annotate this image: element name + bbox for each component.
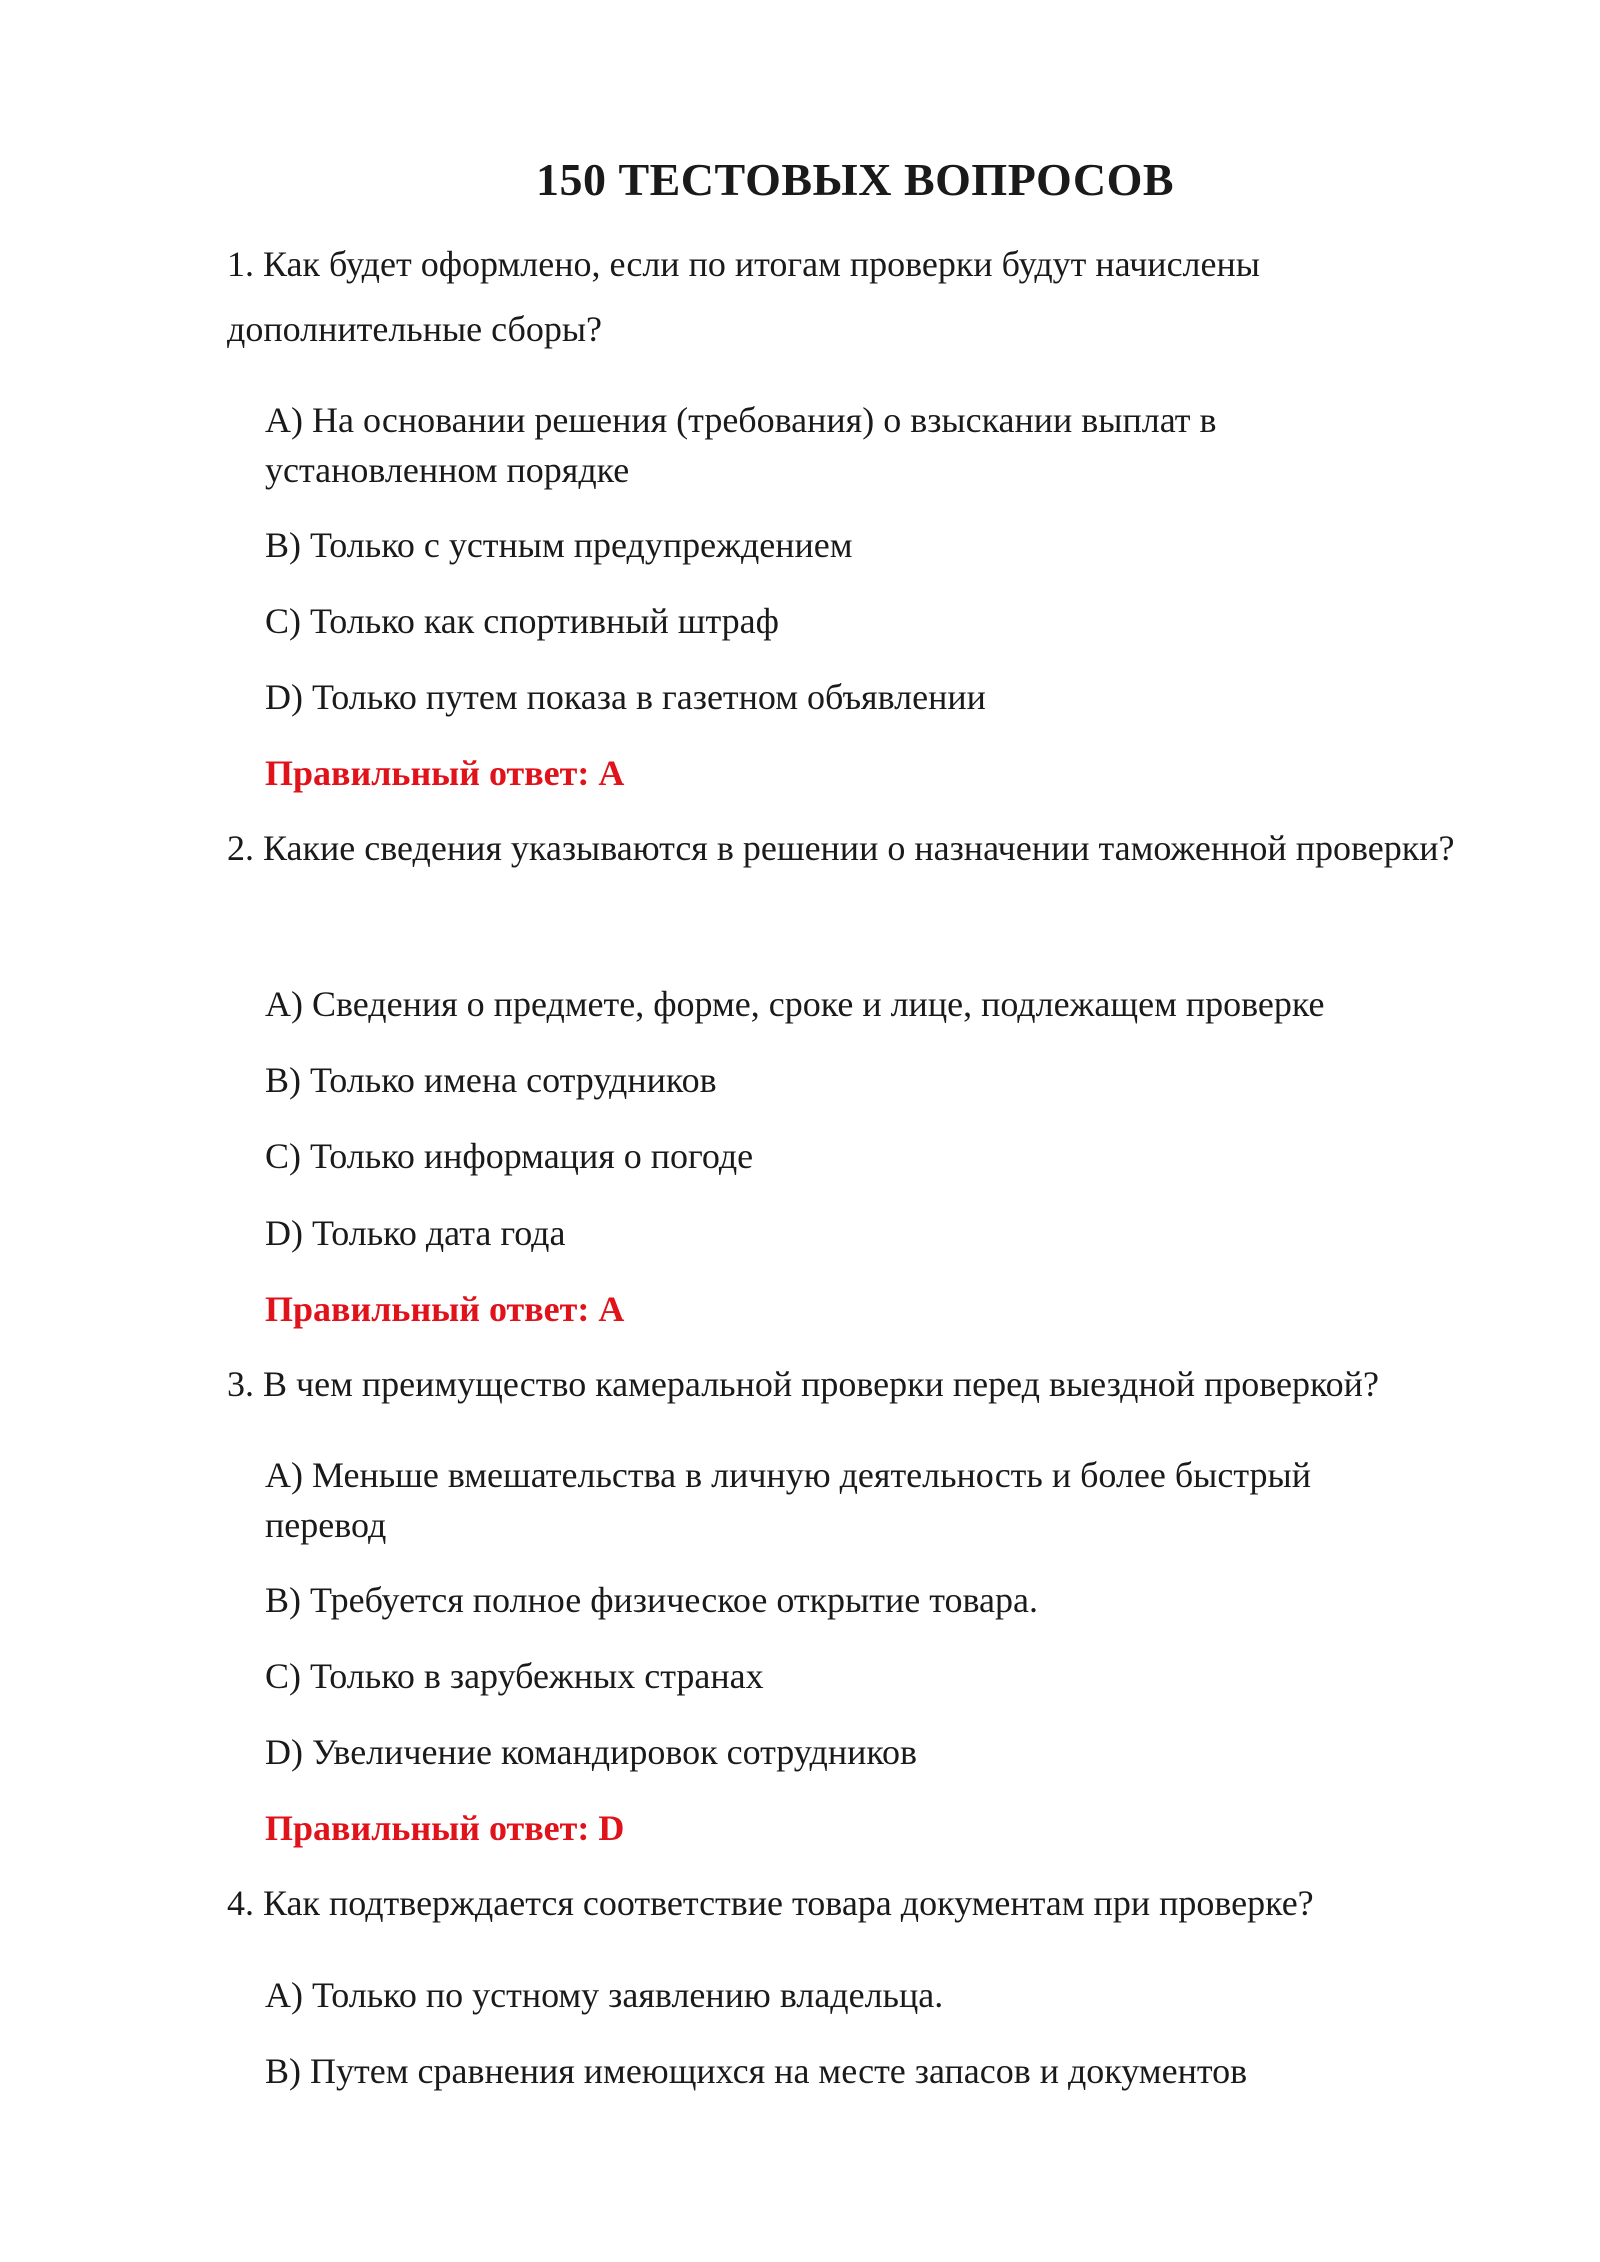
question-4-text: 4. Как подтверждается соответствие товара документам при проверке? (227, 1883, 1314, 1923)
question-3-option-a: A) Меньше вмешательства в личную деятельность и более быстрый перевод (265, 1455, 1311, 1545)
question-2-option-d: D) Только дата года (265, 1213, 566, 1253)
question-2-option-c: C) Только информация о погоде (265, 1136, 754, 1176)
question-2-option-b: B) Только имена сотрудников (265, 1060, 717, 1100)
question-1-text: 1. Как будет оформлено, если по итогам проверки будут начислены дополнительные сборы? (227, 244, 1260, 349)
question-4-option-b: B) Путем сравнения имеющихся на месте запасов и документов (265, 2051, 1248, 2091)
question-1-answer: Правильный ответ: A (265, 753, 625, 793)
question-1-option-d: D) Только путем показа в газетном объявлении (265, 677, 986, 717)
question-3-answer: Правильный ответ: D (265, 1808, 625, 1848)
question-3-option-c: C) Только в зарубежных странах (265, 1656, 764, 1696)
document-title: 150 ТЕСТОВЫХ ВОПРОСОВ (535, 154, 1175, 205)
question-1-option-c: C) Только как спортивный штраф (265, 601, 779, 641)
question-2-text: 2. Какие сведения указываются в решении о назначении таможенной проверки? (227, 828, 1455, 868)
question-4-option-a: A) Только по устному заявлению владельца. (265, 1975, 944, 2015)
question-3-option-d: D) Увеличение командировок сотрудников (265, 1732, 918, 1772)
question-1-option-a: A) На основании решения (требования) о взыскании выплат в установленном порядке (265, 400, 1217, 490)
question-2-answer: Правильный ответ: A (265, 1289, 625, 1329)
question-2-option-a: A) Сведения о предмете, форме, сроке и лице, подлежащем проверке (265, 984, 1325, 1024)
question-3-text: 3. В чем преимущество камеральной проверки перед выездной проверкой? (227, 1364, 1379, 1404)
question-1-option-b: B) Только с устным предупреждением (265, 525, 853, 565)
question-3-option-b: B) Требуется полное физическое открытие товара. (265, 1580, 1038, 1620)
